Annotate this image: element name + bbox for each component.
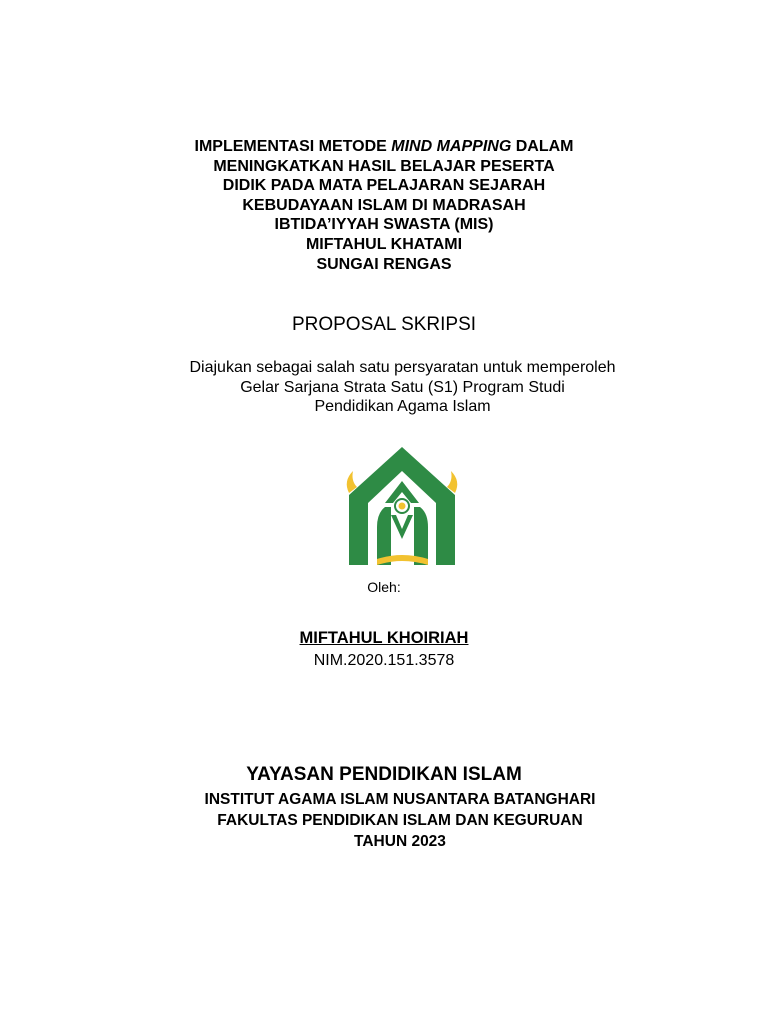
thesis-title — [0, 137, 768, 274]
purpose-line-3: Pendidikan Agama Islam — [314, 398, 491, 415]
title-line-1 — [0, 137, 768, 157]
institution-logo — [295, 433, 510, 570]
title-line-1-end: DALAM — [511, 138, 574, 155]
title-line-3: DIDIK PADA MATA PELAJARAN SEJARAH — [222, 177, 546, 195]
institution-logo-icon — [295, 433, 510, 570]
author-name: MIFTAHUL KHOIRIAH — [299, 629, 469, 647]
title-line-7: SUNGAI RENGAS — [316, 255, 452, 273]
year-label: TAHUN 2023 — [354, 833, 446, 850]
institution-block — [0, 789, 768, 852]
title-italic-term: MIND MAPPING — [391, 138, 512, 155]
purpose-line-2: Gelar Sarjana Strata Satu (S1) Program Studi — [240, 378, 565, 396]
title-line-1-start: IMPLEMENTASI METODE — [194, 138, 392, 155]
title-line-4: KEBUDAYAAN ISLAM DI MADRASAH — [242, 196, 526, 214]
foundation-name: YAYASAN PENDIDIKAN ISLAM — [246, 764, 522, 785]
purpose-line-1: Diajukan sebagai salah satu persyaratan untuk memperoleh — [189, 359, 616, 376]
institution-name: INSTITUT AGAMA ISLAM NUSANTARA BATANGHARI — [204, 791, 596, 808]
by-label: Oleh: — [367, 579, 401, 595]
title-line-2: MENINGKATKAN HASIL BELAJAR PESERTA — [213, 157, 555, 175]
title-line-5: IBTIDA’IYYAH SWASTA (MIS) — [274, 216, 494, 234]
title-line-6: MIFTAHUL KHATAMI — [305, 235, 463, 253]
student-id: NIM.2020.151.3578 — [313, 652, 455, 669]
faculty-name: FAKULTAS PENDIDIKAN ISLAM DAN KEGURUAN — [217, 812, 583, 829]
document-type-heading: PROPOSAL SKRIPSI — [291, 314, 477, 335]
purpose-statement — [0, 358, 768, 417]
